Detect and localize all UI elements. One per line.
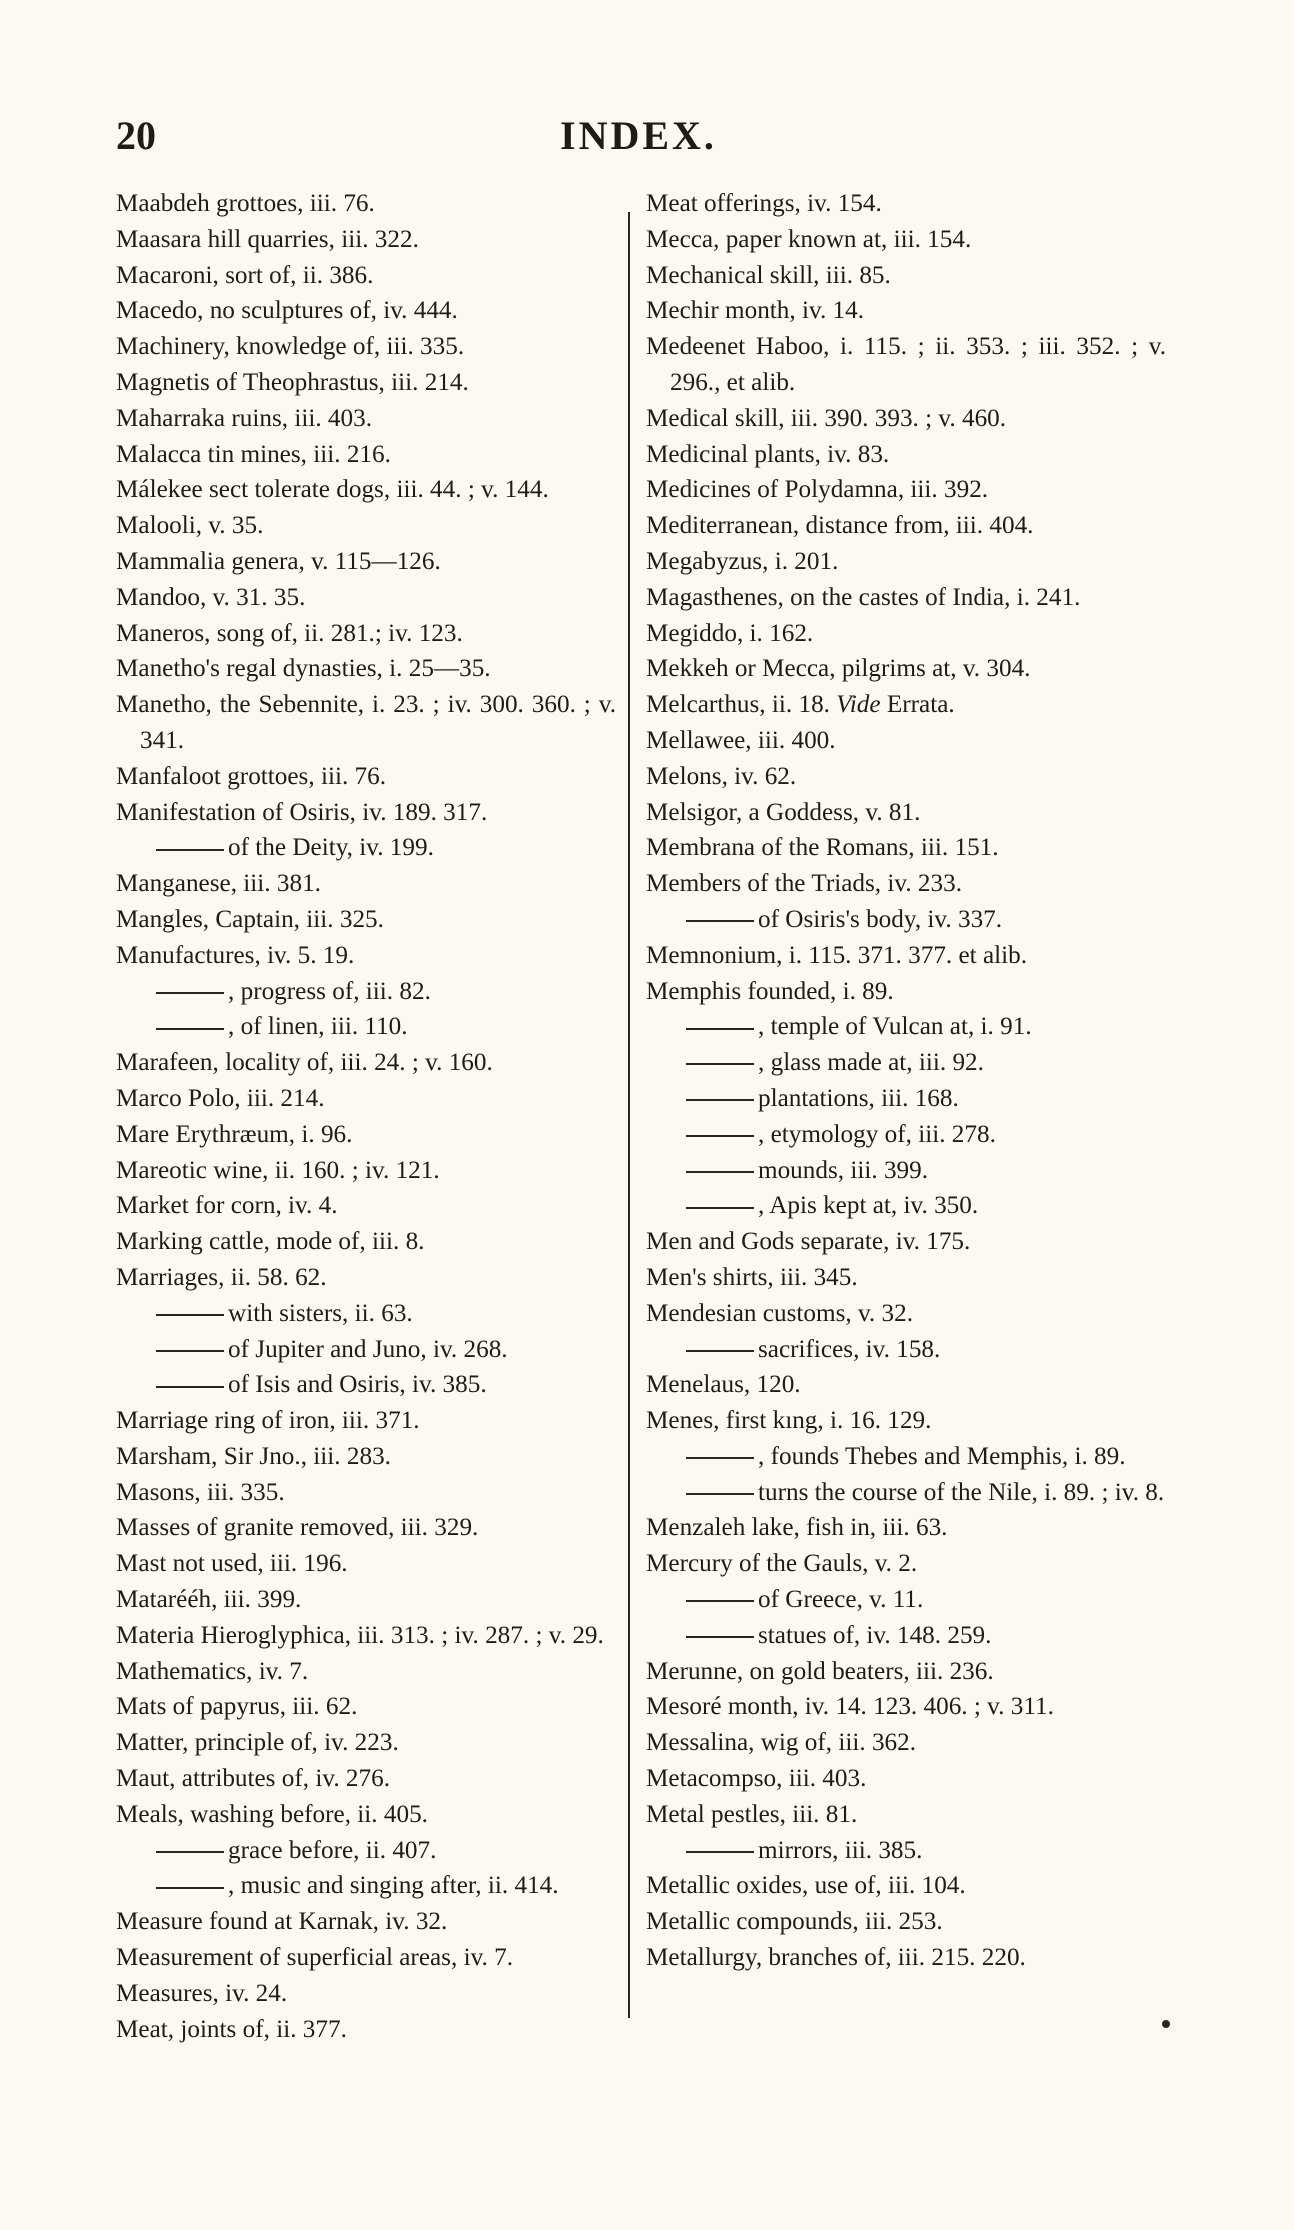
page-header [0, 0, 1294, 160]
index-entry [116, 1117, 616, 1153]
index-entry [116, 1761, 616, 1797]
index-entry [646, 1725, 1166, 1761]
index-entry-text: Mechanical skill, iii. 85. [646, 261, 891, 289]
index-entry-text: Manufactures, iv. 5. 19. [116, 941, 355, 969]
ditto-dash [686, 1851, 754, 1853]
index-entry-text: Masons, iii. 335. [116, 1478, 285, 1506]
index-entry [116, 329, 616, 365]
index-entry-text: Mats of papyrus, iii. 62. [116, 1693, 358, 1721]
index-entry-text: Mekkeh or Mecca, pilgrims at, v. 304. [646, 655, 1031, 683]
ditto-dash [686, 1457, 754, 1459]
index-entry [116, 616, 616, 652]
index-entry-text: Mesoré month, iv. 14. 123. 406. ; v. 311. [646, 1693, 1054, 1721]
index-entry [116, 1045, 616, 1081]
index-entry-text: , Apis kept at, iv. 350. [758, 1192, 979, 1220]
index-entry-text: Metallic compounds, iii. 253. [646, 1908, 943, 1936]
index-entry-text: Manetho, the Sebennite, i. 23. ; iv. 300. 360. ; v. 341. [116, 691, 616, 754]
index-entry [646, 401, 1166, 437]
ditto-dash [156, 992, 224, 994]
index-entry [116, 1654, 616, 1690]
index-entry-text: Malacca tin mines, iii. 216. [116, 440, 391, 468]
index-entry [116, 1546, 616, 1582]
index-entry [646, 1224, 1166, 1260]
index-entry-text: Menzaleh lake, fish in, iii. 63. [646, 1514, 948, 1542]
index-entry [646, 1009, 1166, 1045]
index-entry-text: Memnonium, i. 115. 371. 377. et alib. [646, 941, 1028, 969]
running-title: INDEX. [560, 113, 717, 158]
index-entry-text: Metal pestles, iii. 81. [646, 1800, 858, 1828]
index-entry-text: Membrana of the Romans, iii. 151. [646, 834, 999, 862]
index-entry-text: Measure found at Karnak, iv. 32. [116, 1908, 448, 1936]
index-entry-text: Marriages, ii. 58. 62. [116, 1263, 327, 1291]
index-entry [646, 723, 1166, 759]
index-entry-text: turns the course of the Nile, i. 89. ; iv. 8. [758, 1478, 1165, 1506]
index-entry [646, 1582, 1166, 1618]
index-entry [646, 1475, 1166, 1511]
index-entry [116, 2012, 616, 2048]
index-entry [116, 1618, 616, 1654]
index-entry [116, 830, 616, 866]
index-entry-text: statues of, iv. 148. 259. [758, 1621, 992, 1649]
index-entry [646, 1761, 1166, 1797]
index-entry [646, 186, 1166, 222]
index-entry [116, 1081, 616, 1117]
index-entry-text: of Isis and Osiris, iv. 385. [228, 1371, 487, 1399]
index-entry-text: Merunne, on gold beaters, iii. 236. [646, 1657, 994, 1685]
index-entry-text: Magnetis of Theophrastus, iii. 214. [116, 368, 469, 396]
index-entry [116, 795, 616, 831]
index-entry-text: Medical skill, iii. 390. 393. ; v. 460. [646, 404, 1007, 432]
index-entry-text: Maneros, song of, ii. 281.; iv. 123. [116, 619, 463, 647]
index-entry-text: , of linen, iii. 110. [228, 1013, 408, 1041]
index-entry-text: Metallurgy, branches of, iii. 215. 220. [646, 1944, 1026, 1972]
index-entry [646, 1403, 1166, 1439]
index-entry [646, 830, 1166, 866]
index-entry [116, 1009, 616, 1045]
index-entry [116, 1332, 616, 1368]
index-entry [116, 1153, 616, 1189]
index-entry-text: Macedo, no sculptures of, iv. 444. [116, 297, 458, 325]
index-entry [646, 544, 1166, 580]
index-entry [646, 1439, 1166, 1475]
index-entry-text: Metallic oxides, use of, iii. 104. [646, 1872, 966, 1900]
index-entry [116, 1797, 616, 1833]
index-entry [646, 329, 1166, 401]
index-entry [116, 437, 616, 473]
index-entry-text: Manetho's regal dynasties, i. 25—35. [116, 655, 491, 683]
index-entry-text: Menelaus, 120. [646, 1371, 801, 1399]
ditto-dash [686, 1099, 754, 1101]
index-entry-text: Maharraka ruins, iii. 403. [116, 404, 373, 432]
index-entry [646, 1940, 1166, 1976]
index-entry-text: Marriage ring of iron, iii. 371. [116, 1407, 420, 1435]
index-entry-text: mounds, iii. 399. [758, 1156, 929, 1184]
index-entry-text: Málekee sect tolerate dogs, iii. 44. ; v. 144. [116, 476, 549, 504]
ditto-dash [156, 1851, 224, 1853]
index-entry-text: sacrifices, iv. 158. [758, 1335, 941, 1363]
index-column-right [646, 186, 1166, 1976]
index-entry [116, 1725, 616, 1761]
index-entry-text: Meat, joints of, ii. 377. [116, 2015, 347, 2043]
index-entry-text: Mare Erythræum, i. 96. [116, 1120, 353, 1148]
ditto-dash [156, 1350, 224, 1352]
index-entry-text: Manganese, iii. 381. [116, 870, 321, 898]
ditto-dash [686, 920, 754, 922]
ditto-dash [686, 1028, 754, 1030]
index-entry-text: Melons, iv. 62. [646, 762, 797, 790]
index-entry [116, 1940, 616, 1976]
index-entry [116, 258, 616, 294]
index-entry [646, 258, 1166, 294]
index-entry [116, 365, 616, 401]
index-entry [646, 222, 1166, 258]
index-entry-text: Marco Polo, iii. 214. [116, 1084, 325, 1112]
index-entry-text: Maut, attributes of, iv. 276. [116, 1765, 390, 1793]
ditto-dash [686, 1063, 754, 1065]
index-entry [116, 1868, 616, 1904]
index-entry-text: Men's shirts, iii. 345. [646, 1263, 858, 1291]
index-entry-text: Menes, first kıng, i. 16. 129. [646, 1407, 932, 1435]
index-entry [646, 508, 1166, 544]
index-entry-text: Meals, washing before, ii. 405. [116, 1800, 428, 1828]
index-entry [116, 1582, 616, 1618]
index-entry-text: Mammalia genera, v. 115—126. [116, 547, 441, 575]
index-entry [646, 1618, 1166, 1654]
index-entry [116, 222, 616, 258]
index-entry-text: , music and singing after, ii. 414. [228, 1872, 559, 1900]
index-entry-text: Megiddo, i. 162. [646, 619, 814, 647]
index-entry [116, 938, 616, 974]
index-entry-text: Meat offerings, iv. 154. [646, 190, 882, 217]
index-entry-text: of Jupiter and Juno, iv. 268. [228, 1335, 508, 1363]
ditto-dash [156, 1314, 224, 1316]
column-divider [628, 212, 630, 2018]
index-entry-text: Mathematics, iv. 7. [116, 1657, 309, 1685]
index-entry [646, 1654, 1166, 1690]
index-entry-text: Marafeen, locality of, iii. 24. ; v. 160. [116, 1049, 493, 1077]
index-entry-text: , founds Thebes and Memphis, i. 89. [758, 1442, 1126, 1470]
index-entry [116, 401, 616, 437]
index-entry-text: Machinery, knowledge of, iii. 335. [116, 333, 465, 361]
index-entry [646, 437, 1166, 473]
index-entry [646, 759, 1166, 795]
index-entry-text: Measures, iv. 24. [116, 1979, 288, 2007]
index-entry-text: Materia Hieroglyphica, iii. 313. ; iv. 287. ; v. 29. [116, 1621, 604, 1649]
index-entry [646, 580, 1166, 616]
index-entry [646, 651, 1166, 687]
index-entry-text: Marking cattle, mode of, iii. 8. [116, 1228, 425, 1256]
index-entry [116, 759, 616, 795]
index-entry [116, 1260, 616, 1296]
index-entry [116, 1403, 616, 1439]
index-entry-text: Melcarthus, ii. 18. [646, 691, 837, 719]
index-entry-text: Magasthenes, on the castes of India, i. 241. [646, 583, 1081, 611]
index-entry [116, 580, 616, 616]
index-entry [646, 1153, 1166, 1189]
index-entry [646, 1904, 1166, 1940]
index-entry-text: with sisters, ii. 63. [228, 1299, 413, 1327]
index-entry-text: , glass made at, iii. 92. [758, 1049, 984, 1077]
index-entry [116, 293, 616, 329]
index-entry [116, 687, 616, 759]
index-entry-text: Mercury of the Gauls, v. 2. [646, 1550, 918, 1578]
index-entry [116, 1904, 616, 1940]
index-entry-text: Mangles, Captain, iii. 325. [116, 905, 384, 933]
index-entry-text: plantations, iii. 168. [758, 1084, 959, 1112]
index-entry [116, 1510, 616, 1546]
index-entry-text: Messalina, wig of, iii. 362. [646, 1729, 917, 1757]
index-entry [646, 1081, 1166, 1117]
index-entry [116, 472, 616, 508]
index-entry [116, 186, 616, 222]
index-entry [646, 795, 1166, 831]
page-number: 20 [116, 113, 156, 158]
index-entry-text: , progress of, iii. 82. [228, 977, 431, 1005]
index-entry [116, 1224, 616, 1260]
index-entry-text: Metacompso, iii. 403. [646, 1765, 867, 1793]
index-entry-italic: Vide [836, 691, 881, 719]
index-entry-text: Maabdeh grottoes, iii. 76. [116, 190, 375, 217]
index-entry [646, 293, 1166, 329]
index-entry [646, 687, 1166, 723]
index-entry-text: , temple of Vulcan at, i. 91. [758, 1013, 1032, 1041]
index-entry-text: Maasara hill quarries, iii. 322. [116, 225, 419, 253]
ditto-dash [686, 1207, 754, 1209]
index-entry-text: Medicinal plants, iv. 83. [646, 440, 890, 468]
index-entry-text: Macaroni, sort of, ii. 386. [116, 261, 374, 289]
index-entry [116, 544, 616, 580]
index-entry [116, 1976, 616, 2012]
index-entry-text: Masses of granite removed, iii. 329. [116, 1514, 479, 1542]
index-entry-text: Mendesian customs, v. 32. [646, 1299, 914, 1327]
index-entry [646, 974, 1166, 1010]
index-entry [646, 1868, 1166, 1904]
index-entry [646, 1546, 1166, 1582]
index-entry-text: Matarééh, iii. 399. [116, 1586, 302, 1614]
index-entry-text: Measurement of superficial areas, iv. 7. [116, 1944, 514, 1972]
index-entry [116, 902, 616, 938]
index-entry-text: mirrors, iii. 385. [758, 1836, 923, 1864]
index-entry-text: Mediterranean, distance from, iii. 404. [646, 512, 1034, 540]
index-entry [646, 1117, 1166, 1153]
index-entry [116, 1296, 616, 1332]
index-entry [646, 1833, 1166, 1869]
index-entry [116, 974, 616, 1010]
index-entry [646, 1689, 1166, 1725]
index-entry-text: Memphis founded, i. 89. [646, 977, 894, 1005]
index-entry-text: Men and Gods separate, iv. 175. [646, 1228, 971, 1256]
index-entry [646, 1296, 1166, 1332]
index-entry [116, 1689, 616, 1725]
index-entry [646, 1260, 1166, 1296]
index-entry-tail: Errata. [880, 691, 955, 719]
ditto-dash [686, 1135, 754, 1137]
index-entry-text: Manifestation of Osiris, iv. 189. 317. [116, 798, 488, 826]
index-entry-text: of Osiris's body, iv. 337. [758, 905, 1003, 933]
index-entry-text: Members of the Triads, iv. 233. [646, 870, 962, 898]
index-entry-text: Malooli, v. 35. [116, 512, 264, 540]
ditto-dash [156, 1386, 224, 1388]
index-entry-text: Matter, principle of, iv. 223. [116, 1729, 399, 1757]
index-entry [646, 1188, 1166, 1224]
index-entry-text: Mast not used, iii. 196. [116, 1550, 348, 1578]
index-entry-text: Manfaloot grottoes, iii. 76. [116, 762, 387, 790]
index-entry [116, 1439, 616, 1475]
index-entry [646, 866, 1166, 902]
index-entry-text: Mandoo, v. 31. 35. [116, 583, 306, 611]
ditto-dash [156, 849, 224, 851]
index-entry [646, 1510, 1166, 1546]
ditto-dash [156, 1028, 224, 1030]
index-entry [646, 472, 1166, 508]
index-entry [646, 616, 1166, 652]
index-entry [646, 1797, 1166, 1833]
ditto-dash [686, 1350, 754, 1352]
index-entry [116, 866, 616, 902]
index-entry [646, 1045, 1166, 1081]
index-column-left [116, 186, 616, 2047]
ditto-dash [686, 1636, 754, 1638]
index-entry [116, 1833, 616, 1869]
index-entry-text: Market for corn, iv. 4. [116, 1192, 338, 1220]
index-entry-text: Megabyzus, i. 201. [646, 547, 839, 575]
index-entry-text: Medicines of Polydamna, iii. 392. [646, 476, 989, 504]
printer-mark [1162, 2020, 1170, 2028]
index-entry-text: Mellawee, iii. 400. [646, 726, 836, 754]
index-entry-text: Mechir month, iv. 14. [646, 297, 865, 325]
index-entry [646, 1332, 1166, 1368]
index-entry-text: , etymology of, iii. 278. [758, 1120, 996, 1148]
index-entry-text: Marsham, Sir Jno., iii. 283. [116, 1442, 391, 1470]
index-entry-text: grace before, ii. 407. [228, 1836, 437, 1864]
index-entry [646, 938, 1166, 974]
index-entry [116, 1188, 616, 1224]
ditto-dash [686, 1493, 754, 1495]
index-entry [646, 1367, 1166, 1403]
index-entry-text: Medeenet Haboo, i. 115. ; ii. 353. ; iii. 352. ; v. 296., et alib. [646, 333, 1166, 396]
index-entry-text: Mareotic wine, ii. 160. ; iv. 121. [116, 1156, 440, 1184]
index-entry-text: of Greece, v. 11. [758, 1586, 924, 1614]
ditto-dash [686, 1171, 754, 1173]
ditto-dash [686, 1600, 754, 1602]
index-entry [116, 1367, 616, 1403]
index-entry-text: Melsigor, a Goddess, v. 81. [646, 798, 921, 826]
index-entry [646, 902, 1166, 938]
index-entry-text: Mecca, paper known at, iii. 154. [646, 225, 972, 253]
ditto-dash [156, 1887, 224, 1889]
index-entry [116, 508, 616, 544]
index-entry [116, 1475, 616, 1511]
index-entry [116, 651, 616, 687]
index-entry-text: of the Deity, iv. 199. [228, 834, 434, 862]
